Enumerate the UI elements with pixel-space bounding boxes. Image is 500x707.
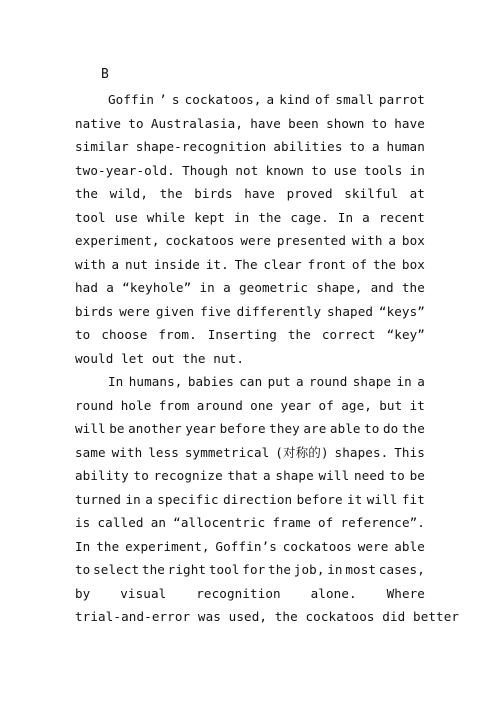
word: a — [295, 374, 304, 389]
word: the — [373, 256, 397, 272]
word: cage. — [290, 209, 329, 225]
word: box — [401, 256, 425, 272]
word: the — [401, 421, 425, 436]
word: it. — [205, 256, 229, 272]
word: experiment, — [75, 233, 160, 248]
word: skilful — [344, 186, 399, 201]
text-line — [75, 112, 425, 136]
section-label: B — [101, 67, 109, 82]
word: Though — [182, 162, 229, 178]
text-line — [75, 347, 425, 371]
word: were — [119, 303, 150, 319]
word: the — [401, 280, 425, 295]
word: shaped — [326, 303, 374, 319]
word: put — [267, 374, 291, 389]
word: parrot — [378, 92, 425, 107]
word: correct — [321, 327, 376, 342]
word: the — [287, 327, 311, 342]
word: do — [382, 421, 399, 436]
text-line — [75, 206, 425, 230]
word: with — [111, 444, 143, 460]
word: right — [167, 562, 207, 577]
word: before — [296, 491, 343, 507]
word: another — [128, 421, 182, 436]
word: the — [159, 186, 183, 201]
passage-body — [75, 88, 460, 629]
text-line — [75, 88, 425, 112]
word: for — [242, 562, 266, 577]
word: front — [307, 256, 347, 272]
word: job, — [293, 562, 325, 577]
word: had — [75, 280, 99, 295]
word: experiment, — [125, 538, 210, 554]
word: were — [357, 538, 389, 554]
text-line — [75, 535, 425, 559]
word: “keys” — [378, 303, 425, 319]
word: The — [234, 256, 258, 272]
word: they — [269, 421, 300, 436]
word: given — [155, 303, 195, 319]
text-line — [75, 276, 425, 300]
word: a — [111, 256, 120, 272]
word: humans, — [128, 374, 183, 389]
word: a — [145, 491, 153, 507]
word: (对称的) — [275, 444, 329, 460]
word: from. — [158, 327, 197, 342]
word: age, — [341, 397, 372, 413]
word: In — [337, 209, 354, 225]
word: with — [351, 233, 383, 248]
word: “allocentric — [173, 515, 266, 530]
word: Inserting — [207, 327, 277, 342]
word: not — [235, 162, 259, 178]
text-line-content: would let out the nut. — [75, 350, 245, 366]
word: turned — [75, 491, 122, 507]
word: frame — [272, 515, 311, 530]
word: in — [409, 162, 425, 178]
word: from — [158, 397, 190, 413]
word: In — [108, 374, 124, 389]
word: reference”. — [340, 515, 425, 530]
word: birds — [75, 303, 114, 319]
text-line — [75, 464, 425, 488]
word: shown — [326, 115, 365, 131]
word: cockatoos — [165, 233, 235, 248]
word: a — [266, 92, 275, 107]
word: to — [75, 562, 91, 577]
word: will — [318, 468, 350, 483]
word: This — [394, 444, 425, 460]
word: before — [219, 421, 266, 436]
word: Australasia, — [150, 115, 244, 131]
word: of — [318, 397, 334, 413]
word: five — [200, 303, 231, 319]
word: it — [409, 397, 425, 413]
word: one — [250, 397, 274, 413]
word: cases, — [378, 562, 425, 577]
word: similar — [75, 139, 129, 154]
word: small — [335, 92, 374, 107]
word: kept — [194, 209, 225, 225]
text-line — [75, 417, 425, 441]
word: shape — [352, 374, 392, 389]
word: use — [333, 162, 357, 178]
word: able — [394, 538, 425, 554]
text-line — [75, 300, 425, 324]
word: of — [315, 92, 331, 107]
word: recognition — [196, 585, 281, 601]
text-line — [75, 135, 425, 159]
word: specific — [157, 491, 219, 507]
word: by — [75, 585, 91, 601]
word: were — [240, 233, 272, 248]
text-line — [75, 253, 425, 277]
word: cockatoos, — [184, 92, 262, 107]
word: is — [75, 515, 91, 530]
word: In — [75, 538, 91, 554]
word: the — [258, 209, 282, 225]
word: a — [362, 209, 370, 225]
word: that — [227, 468, 259, 483]
word: recognize — [153, 468, 223, 483]
word: shape, — [316, 280, 363, 295]
text-line — [75, 394, 425, 418]
word: Goffin — [108, 92, 155, 107]
word: while — [146, 209, 186, 225]
word: native — [75, 115, 122, 131]
word: wild, — [109, 186, 149, 201]
text-line — [75, 323, 425, 347]
word: round — [75, 397, 114, 413]
word: less — [148, 444, 179, 460]
word: the — [75, 186, 99, 201]
word: symmetrical — [184, 444, 270, 460]
word: have — [244, 186, 275, 201]
word: same — [75, 444, 106, 460]
text-line — [75, 159, 425, 183]
word: presented — [276, 233, 347, 248]
word: can — [239, 374, 263, 389]
word: choose — [101, 327, 148, 342]
word: geometric — [238, 280, 309, 295]
word: to — [75, 327, 91, 342]
word: babies — [187, 374, 234, 389]
word: Where — [386, 585, 425, 601]
word: year — [280, 397, 312, 413]
word: shape-recognition — [135, 139, 267, 154]
word: tools — [363, 162, 403, 178]
word: birds — [194, 186, 233, 201]
word: round — [309, 374, 348, 389]
word: will — [366, 491, 398, 507]
word: to — [349, 139, 365, 154]
word: but — [379, 397, 403, 413]
word: around — [196, 397, 243, 413]
text-line — [75, 488, 425, 512]
word: in — [125, 491, 141, 507]
word: proved — [286, 186, 333, 201]
word: in — [199, 280, 215, 295]
word: s — [171, 92, 180, 107]
text-line — [75, 182, 425, 206]
word: to — [133, 468, 149, 483]
word: ability — [75, 468, 129, 483]
word: select — [93, 562, 140, 577]
text-line — [75, 370, 425, 394]
word: “key” — [386, 327, 425, 342]
word: cockatoos — [282, 538, 352, 554]
word: the — [96, 538, 120, 554]
word: visual — [120, 585, 167, 601]
word: been — [288, 115, 319, 131]
word: be — [109, 421, 125, 436]
word: need — [354, 468, 385, 483]
word: have — [394, 115, 425, 131]
word: shapes. — [334, 444, 389, 460]
word: year — [185, 421, 217, 436]
word: in — [396, 374, 412, 389]
word: tool — [75, 209, 106, 225]
word: be — [409, 468, 425, 483]
word: to — [364, 421, 380, 436]
word: in — [233, 209, 250, 225]
text-line — [75, 229, 425, 253]
word: an — [150, 515, 167, 530]
word: most — [345, 562, 377, 577]
word: the — [141, 562, 165, 577]
word: a — [223, 280, 231, 295]
word: shape — [275, 468, 314, 483]
word: to — [128, 115, 144, 131]
text-line — [75, 605, 460, 629]
word: tool — [208, 562, 240, 577]
word: at — [409, 186, 425, 201]
word: nut — [125, 256, 149, 272]
word: kind — [279, 92, 310, 107]
word: differently — [236, 303, 322, 319]
word: it — [347, 491, 363, 507]
word: to — [371, 115, 388, 131]
word: a — [371, 139, 380, 154]
word: a — [106, 280, 114, 295]
word: alone. — [310, 585, 357, 601]
word: clear — [263, 256, 302, 272]
word: human — [386, 139, 425, 154]
word: with — [75, 256, 106, 272]
word: of — [318, 515, 334, 530]
word: “keyhole” — [122, 280, 192, 295]
word: recent — [378, 209, 425, 225]
word: a — [262, 468, 271, 483]
word: use — [114, 209, 138, 225]
word: and — [370, 280, 394, 295]
word: will — [75, 421, 106, 436]
word: direction — [223, 491, 293, 507]
word: Goffin’s — [215, 538, 277, 554]
word: known — [265, 162, 304, 178]
word: a — [417, 374, 425, 389]
word: the — [268, 562, 292, 577]
word: abilities — [273, 139, 343, 154]
text-line — [75, 558, 425, 582]
word: called — [97, 515, 144, 530]
word: hole — [120, 397, 152, 413]
word: to — [311, 162, 327, 178]
text-line — [75, 582, 425, 606]
word: fit — [401, 491, 425, 507]
word: ’ — [159, 92, 167, 107]
text-line — [75, 511, 425, 535]
word: two-year-old. — [75, 162, 175, 178]
word: have — [250, 115, 281, 131]
word: in — [327, 562, 343, 577]
word: of — [351, 256, 368, 272]
word: a — [388, 233, 397, 248]
word: able — [329, 421, 361, 436]
word: are — [303, 421, 327, 436]
text-line — [75, 441, 425, 465]
word: to — [389, 468, 405, 483]
word: box — [401, 233, 425, 248]
word: inside — [153, 256, 200, 272]
text-line-content: trial-and-error was used, the cockatoos did better — [75, 609, 460, 624]
